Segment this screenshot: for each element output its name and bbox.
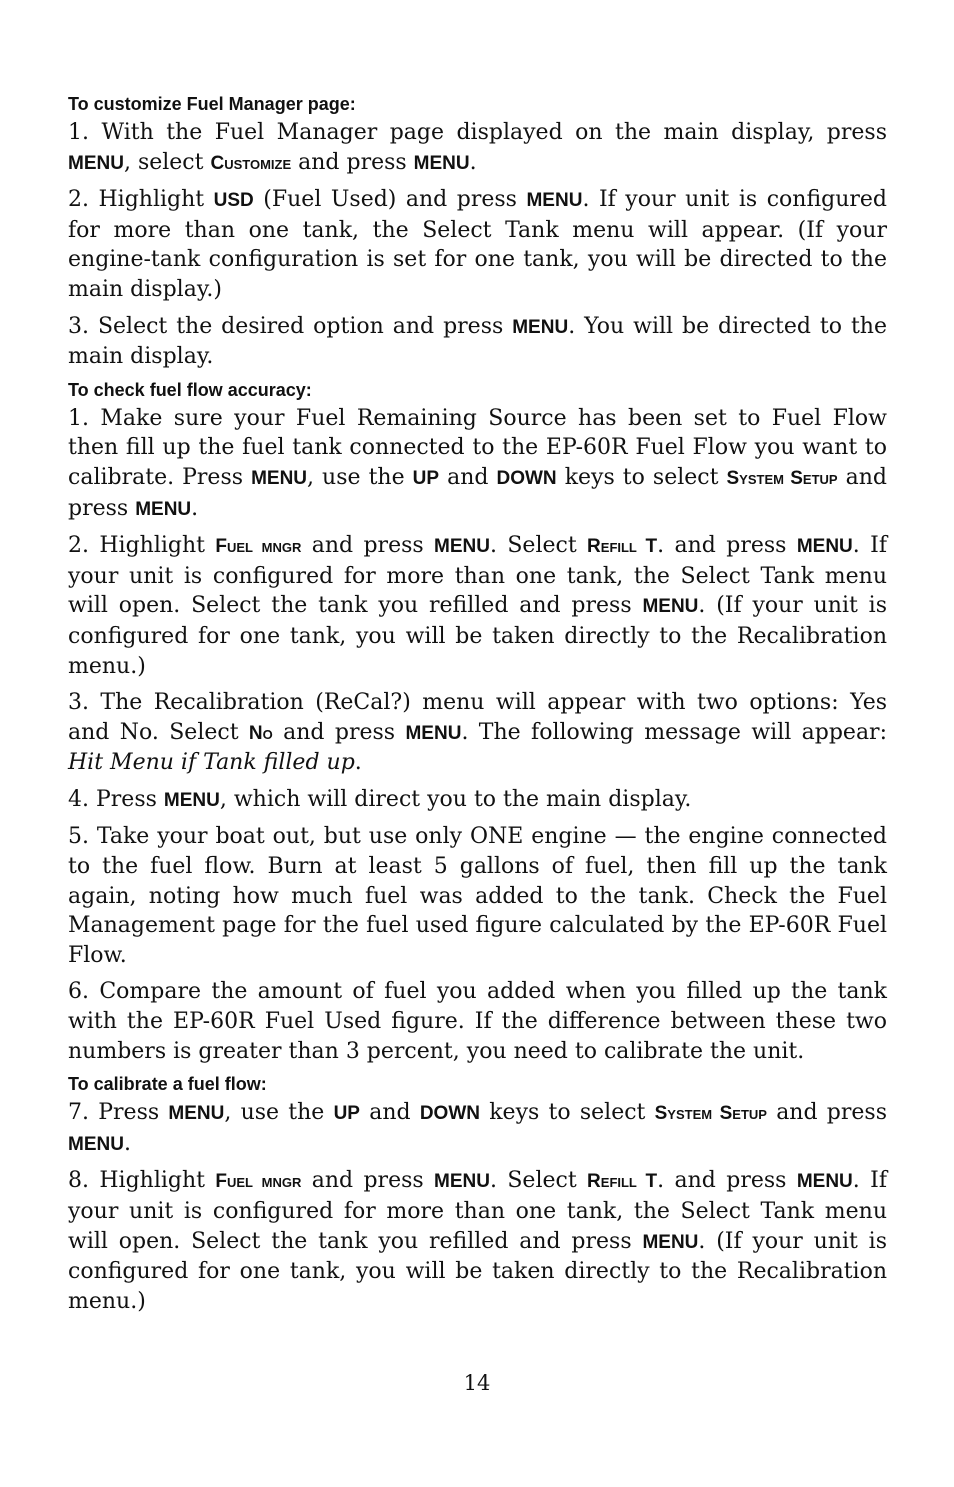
section-calibrate [68, 1073, 887, 1316]
key-label: MENU [163, 789, 220, 811]
step-paragraph [68, 822, 887, 970]
step-text: . [354, 750, 362, 776]
key-label: UP [412, 467, 440, 489]
step-text: and press [291, 149, 414, 175]
key-label: MENU [434, 1171, 490, 1193]
step-text: 1. With the Fuel Manager page displayed on the main display, press [68, 120, 887, 145]
step-paragraph [68, 785, 887, 816]
step-paragraph [68, 1098, 887, 1159]
step-text: 7. Press [68, 1100, 169, 1126]
key-label: DOWN [496, 467, 557, 489]
key-label: MENU [405, 722, 462, 744]
section-heading: To calibrate a fuel flow: [68, 1074, 267, 1095]
step-text: keys to select [556, 464, 727, 490]
step-text: , select [123, 149, 211, 175]
key-label: MENU [251, 467, 308, 489]
step-text: 6. Compare the amount of fuel you added when you filled up the tank with the EP-60R Fuel Used figure. If the difference between these two numbers is greater than 3 percent, you need to calibrate the unit. [68, 979, 887, 1064]
step-text: . If your unit is configured for more than one tank, the Select Tank menu will open. Select the tank you refilled and press [68, 1168, 887, 1254]
key-label: MENU [434, 536, 490, 558]
key-label: USD [213, 190, 254, 212]
step-text: . and press [657, 1168, 797, 1194]
step-text: . Select [490, 1168, 588, 1194]
key-label: MENU [168, 1103, 225, 1125]
step-paragraph [68, 688, 887, 778]
screen-message: Hit Menu if Tank filled up [68, 750, 355, 776]
step-text: 3. Select the desired option and press [68, 313, 513, 339]
step-text: 1. Make sure your Fuel Remaining Source has been set to Fuel Flow then fill up the fuel tank connected to the EP-60R Fuel Flow you want to calibrate. Press [68, 405, 887, 490]
step-text: . (If your unit is configured for one tank, you will be taken directly to the Recalibration menu.) [68, 593, 887, 679]
section-heading: To check fuel flow accuracy: [68, 379, 312, 400]
step-text: . [469, 149, 477, 175]
step-text: , use the [307, 464, 413, 490]
step-text: and press [301, 1168, 435, 1194]
step-text: . [123, 1130, 131, 1156]
key-label: MENU [68, 1133, 124, 1155]
step-text: . (If your unit is configured for one tank, you will be taken directly to the Recalibration menu.) [68, 1228, 887, 1314]
step-text: . If your unit is configured for more than one tank, the Select Tank menu will appear. (If your engine-tank configuration is set for one tank, you will be directed to the main display.) [68, 187, 887, 302]
key-label: MENU [526, 190, 583, 212]
step-text: (Fuel Used) and press [253, 187, 527, 213]
step-text: and press [766, 1100, 887, 1126]
step-text: 5. Take your boat out, but use only ONE engine — the engine connected to the fuel flow. Burn at least 5 gallons of fuel, then fill up the tank again, noting how much fuel was added to the tank. Check the Fuel Management page for the fuel used figure calculated by the EP-60R Fuel Flow. [68, 824, 887, 968]
page-number: 14 [463, 1371, 491, 1395]
step-paragraph [68, 185, 887, 304]
manual-page-body [68, 88, 887, 1323]
menu-label: System Setup [726, 467, 838, 489]
step-text: . You will be directed to the main display. [68, 313, 887, 370]
section-customize [68, 93, 887, 372]
menu-label: System Setup [654, 1103, 767, 1125]
menu-label: Fuel mngr [215, 536, 302, 558]
step-text: and [439, 464, 497, 490]
step-text: 3. The Recalibration (ReCal?) menu will appear with two options: Yes and No. Select [68, 690, 887, 745]
key-label: MENU [512, 316, 569, 338]
step-text: and press [301, 533, 435, 559]
key-label: MENU [413, 152, 470, 174]
key-label: DOWN [419, 1103, 480, 1125]
section-heading: To customize Fuel Manager page: [68, 94, 356, 114]
step-text: 4. Press [68, 786, 164, 812]
menu-label: No [248, 722, 273, 744]
step-paragraph [68, 1166, 887, 1316]
step-text: and press [68, 464, 888, 521]
menu-label: Refill T [587, 536, 658, 558]
key-label: MENU [642, 1231, 699, 1253]
menu-label: Fuel mngr [215, 1171, 302, 1193]
key-label: UP [333, 1103, 360, 1125]
step-text: . The following message will appear: [461, 719, 887, 745]
step-text: . [191, 495, 199, 521]
step-text: and press [272, 719, 406, 745]
menu-label: Customize [210, 152, 292, 174]
step-text: 2. Highlight [68, 533, 216, 559]
key-label: MENU [642, 596, 699, 618]
step-text: and [359, 1100, 420, 1126]
step-paragraph [68, 977, 887, 1066]
key-label: MENU [68, 152, 124, 174]
step-text: keys to select [479, 1100, 655, 1126]
step-paragraph [68, 312, 887, 372]
section-check-accuracy [68, 379, 887, 1066]
step-text: . If your unit is configured for more than one tank, the Select Tank menu will open. Select the tank you refilled and press [68, 533, 887, 619]
step-paragraph [68, 404, 887, 524]
key-label: MENU [796, 1171, 853, 1193]
menu-label: Refill T [587, 1171, 658, 1193]
key-label: MENU [796, 536, 853, 558]
step-text: , which will direct you to the main display. [219, 786, 692, 812]
step-text: 2. Highlight [68, 187, 214, 213]
step-text: . and press [657, 533, 797, 559]
step-paragraph [68, 118, 887, 178]
key-label: MENU [135, 498, 192, 520]
step-paragraph [68, 531, 887, 681]
step-text: . Select [490, 533, 588, 559]
step-text: 8. Highlight [68, 1168, 216, 1194]
step-text: , use the [224, 1100, 334, 1126]
